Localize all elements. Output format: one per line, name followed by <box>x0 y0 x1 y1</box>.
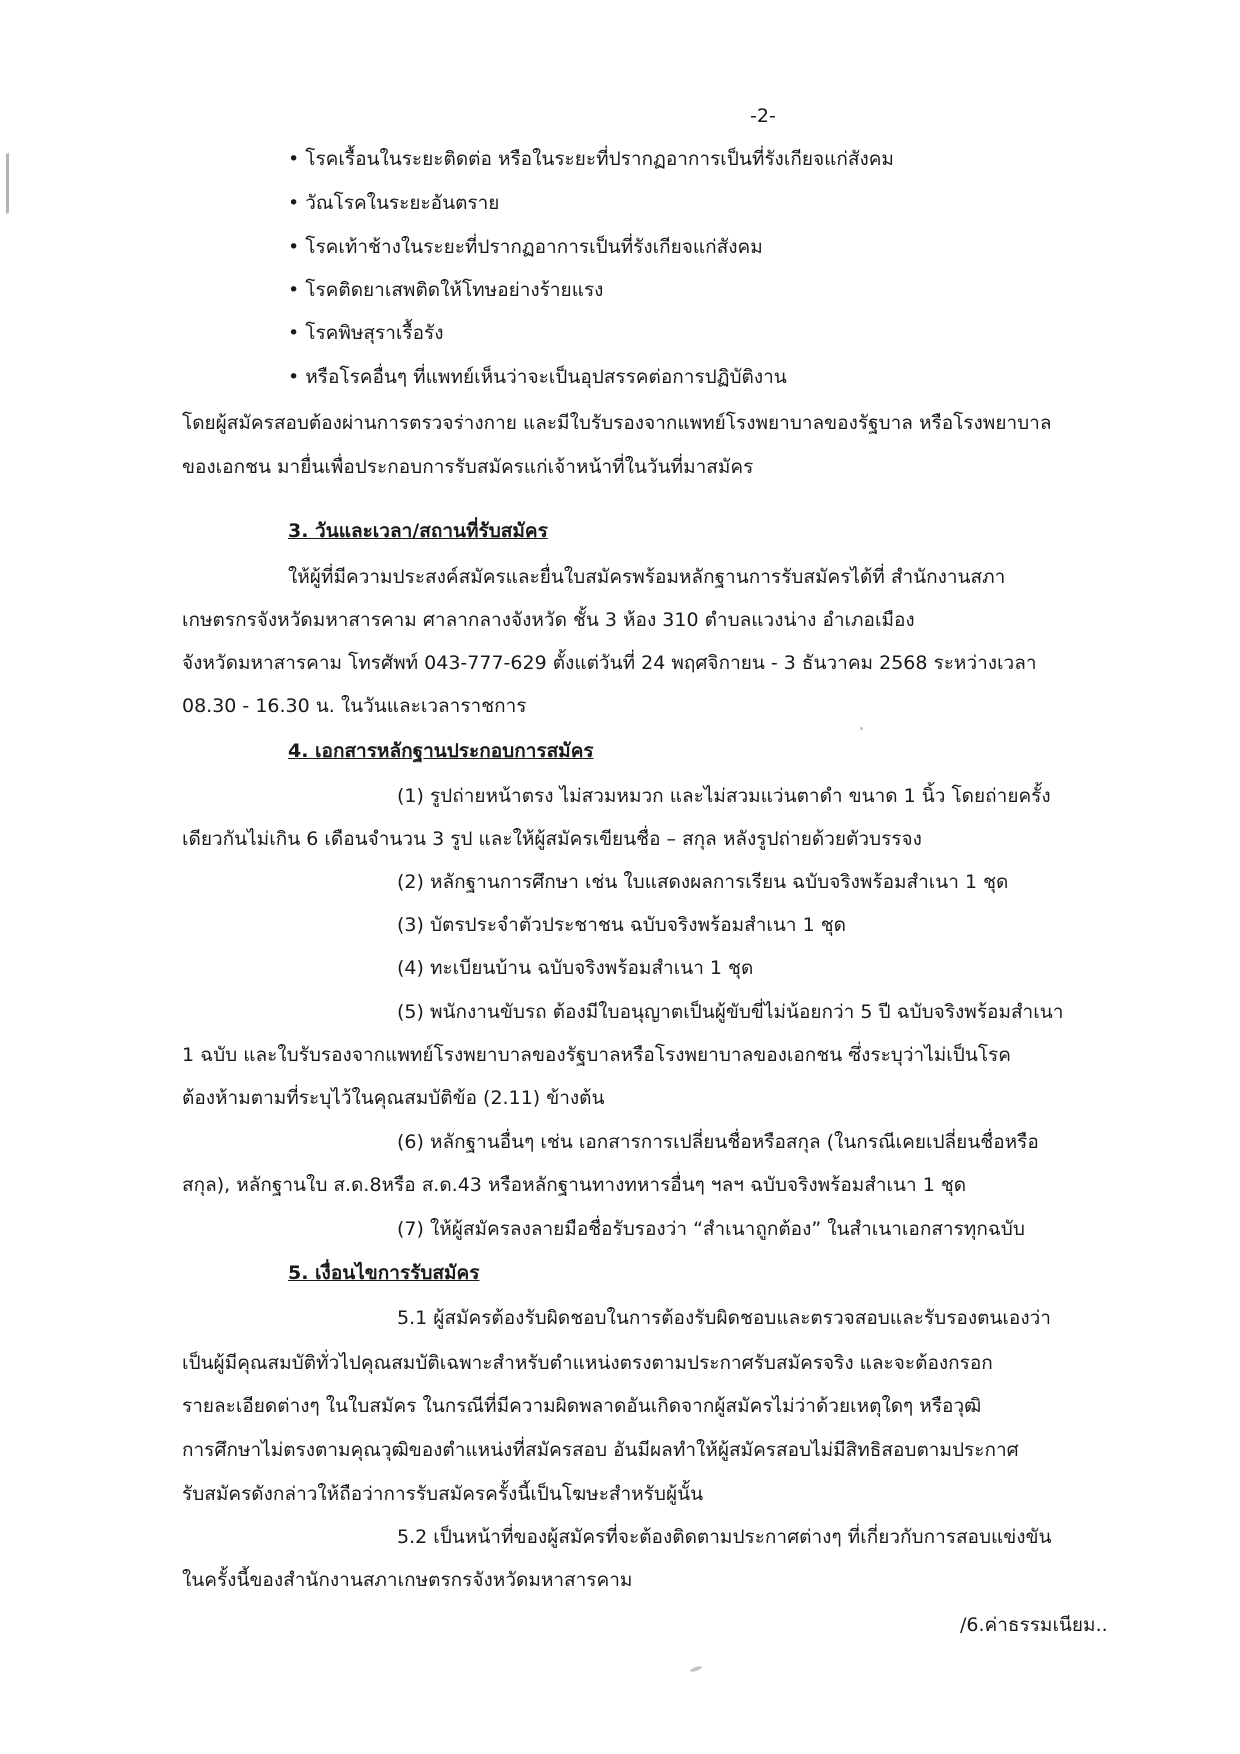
section-4-line: เดียวกันไม่เกิน 6 เดือนจำนวน 3 รูป และให้ผู้สมัครเขียนชื่อ – สกุล หลังรูปถ่ายด้วยตัวบรรจง <box>182 828 922 850</box>
section-3-line: ให้ผู้ที่มีความประสงค์สมัครและยื่นใบสมัครพร้อมหลักฐานการรับสมัครได้ที่ สำนักงานสภา <box>288 566 1006 588</box>
continuation-note: /6.ค่าธรรมเนียม.. <box>960 1614 1108 1636</box>
section-4-line: (2) หลักฐานการศึกษา เช่น ใบแสดงผลการเรียน ฉบับจริงพร้อมสำเนา 1 ชุด <box>397 871 1009 893</box>
section-4-line: ต้องห้ามตามที่ระบุไว้ในคุณสมบัติข้อ (2.11) ข้างต้น <box>182 1087 605 1109</box>
scan-edge-mark <box>6 146 23 214</box>
section-4-line: 1 ฉบับ และใบรับรองจากแพทย์โรงพยาบาลของรัฐบาลหรือโรงพยาบาลของเอกชน ซึ่งระบุว่าไม่เป็นโรค <box>182 1044 1011 1066</box>
bullet-item: • โรคเท้าช้างในระยะที่ปรากฏอาการเป็นที่รังเกียจแก่สังคม <box>288 236 763 258</box>
bullet-item: • วัณโรคในระยะอันตราย <box>288 192 500 214</box>
section-3-heading: 3. วันและเวลา/สถานที่รับสมัคร <box>288 520 548 542</box>
section-4-line: (4) ทะเบียนบ้าน ฉบับจริงพร้อมสำเนา 1 ชุด <box>397 957 754 979</box>
section-5-line: การศึกษาไม่ตรงตามคุณวุฒิของตำแหน่งที่สมัครสอบ อันมีผลทำให้ผู้สมัครสอบไม่มีสิทธิสอบตามประกาศ <box>182 1439 1019 1461</box>
section-3-line: เกษตรกรจังหวัดมหาสารคาม ศาลากลางจังหวัด ชั้น 3 ห้อง 310 ตำบลแวงน่าง อำเภอเมือง <box>182 609 915 631</box>
section-5-line: รับสมัครดังกล่าวให้ถือว่าการรับสมัครครั้งนี้เป็นโฆษะสำหรับผู้นั้น <box>182 1483 704 1505</box>
section-4-line: (1) รูปถ่ายหน้าตรง ไม่สวมหมวก และไม่สวมแว่นตาดำ ขนาด 1 นิ้ว โดยถ่ายครั้ง <box>397 785 1051 807</box>
scan-speck <box>690 1665 703 1673</box>
section-4-line: สกุล), หลักฐานใบ ส.ด.8หรือ ส.ด.43 หรือหลักฐานทางทหารอื่นๆ ฯลฯ ฉบับจริงพร้อมสำเนา 1 ชุด <box>182 1174 967 1196</box>
section-3-line: 08.30 - 16.30 น. ในวันและเวลาราชการ <box>182 695 527 717</box>
scan-speck <box>860 727 863 730</box>
bullet-item: • หรือโรคอื่นๆ ที่แพทย์เห็นว่าจะเป็นอุปสรรคต่อการปฏิบัติงาน <box>288 366 787 388</box>
section-5-line: 5.1 ผู้สมัครต้องรับผิดชอบในการต้องรับผิดชอบและตรวจสอบและรับรองตนเองว่า <box>397 1307 1051 1329</box>
section-4-line: (6) หลักฐานอื่นๆ เช่น เอกสารการเปลี่ยนชื่อหรือสกุล (ในกรณีเคยเปลี่ยนชื่อหรือ <box>397 1131 1039 1153</box>
section-4-heading: 4. เอกสารหลักฐานประกอบการสมัคร <box>288 740 594 762</box>
section-5-line: เป็นผู้มีคุณสมบัติทั่วไปคุณสมบัติเฉพาะสำหรับตำแหน่งตรงตามประกาศรับสมัครจริง และจะต้องกรอก <box>182 1352 993 1374</box>
section-4-line: (5) พนักงานขับรถ ต้องมีใบอนุญาตเป็นผู้ขับขี่ไม่น้อยกว่า 5 ปี ฉบับจริงพร้อมสำเนา <box>397 1001 1064 1023</box>
page-number: -2- <box>750 105 776 127</box>
section-3-line: จังหวัดมหาสารคาม โทรศัพท์ 043-777-629 ตั้งแต่วันที่ 24 พฤศจิกายน - 3 ธันวาคม 2568 ระหว่างเวลา <box>182 652 1037 674</box>
section-5-line: 5.2 เป็นหน้าที่ของผู้สมัครที่จะต้องติดตามประกาศต่างๆ ที่เกี่ยวกับการสอบแข่งขัน <box>397 1526 1052 1548</box>
bullet-item: • โรคเรื้อนในระยะติดต่อ หรือในระยะที่ปรากฏอาการเป็นที่รังเกียจแก่สังคม <box>288 148 894 170</box>
section-4-line: (3) บัตรประจำตัวประชาชน ฉบับจริงพร้อมสำเนา 1 ชุด <box>397 914 846 936</box>
section-4-line: (7) ให้ผู้สมัครลงลายมือชื่อรับรองว่า “สำเนาถูกต้อง” ในสำเนาเอกสารทุกฉบับ <box>397 1218 1025 1240</box>
bullet-item: • โรคติดยาเสพติดให้โทษอย่างร้ายแรง <box>288 279 604 301</box>
section-5-heading: 5. เงื่อนไขการรับสมัคร <box>288 1262 480 1284</box>
section-5-line: รายละเอียดต่างๆ ในใบสมัคร ในกรณีที่มีความผิดพลาดอันเกิดจากผู้สมัครไม่ว่าด้วยเหตุใดๆ หรือวุฒิ <box>182 1395 982 1417</box>
section-5-line: ในครั้งนี้ของสำนักงานสภาเกษตรกรจังหวัดมหาสารคาม <box>182 1569 633 1591</box>
medical-paragraph-line: ของเอกชน มายื่นเพื่อประกอบการรับสมัครแก่เจ้าหน้าที่ในวันที่มาสมัคร <box>182 456 754 478</box>
medical-paragraph-line: โดยผู้สมัครสอบต้องผ่านการตรวจร่างกาย และมีใบรับรองจากแพทย์โรงพยาบาลของรัฐบาล หรือโรงพยาบาล <box>182 412 1052 434</box>
bullet-item: • โรคพิษสุราเรื้อรัง <box>288 322 444 344</box>
